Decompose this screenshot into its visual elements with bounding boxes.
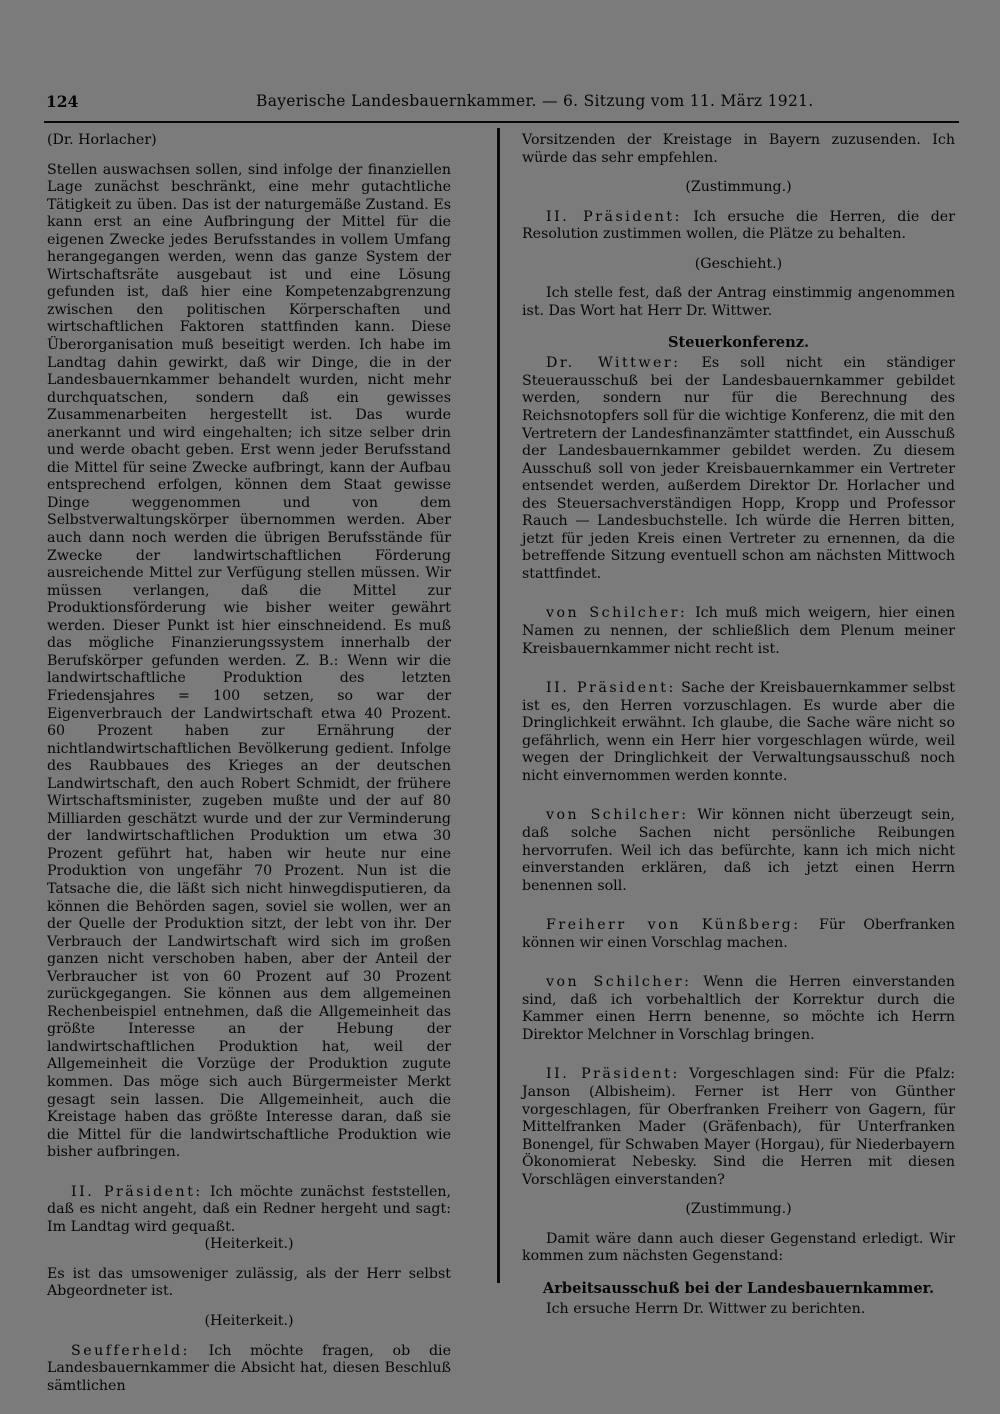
paragraph-text: Wir können nicht überzeugt sein, daß solche Sachen nicht persönliche Reibungen hervorrufen. Weil ich das befürchte, kann ich mich nicht einverstanden erklären, daß ich jetzt einen Herrn benennen soll. [522,807,955,894]
paragraph [522,1231,955,1266]
column-divider [497,128,500,1283]
paragraph-text: Sache der Kreisbauernkammer selbst ist es, den Herren vorzuschlagen. Es wurde aber die Dringlichkeit erwähnt. Ich glaube, die Sache wäre nicht so gefährlich, wenn ein Herr hier vorgeschlagen würde, weil wegen der Dringlichkeit der Verwaltungsausschuß noch nicht einvernommen werden konnte. [522,680,955,784]
paragraph-text: Stellen auswachsen sollen, sind infolge der finanziellen Lage zunächst beschränkt, eine mehr gutachtliche Tätigkeit zu üben. Das ist der naturgemäße Zustand. Es kann erst an eine Aufbringung der Mittel für die eigenen Zwecke jedes Berufsstandes in vollem Umfang herangegangen werden, wenn das ganze System der Wirtschaftsräte ausgebaut ist und eine Lösung gefunden ist, daß hier eine Kompetenzabgrenzung zwischen den politischen Körperschaften und wirtschaftlichen Faktoren stattfinden kann. Diese Überorganisation muß beseitigt werden. Ich habe im Landtag dahin gewirkt, daß wir Dinge, die in der Landesbauernkammer behandelt wurden, nicht mehr durchquatschen, sondern daß ein gewisses Zusammenarbeiten hergestellt ist. Das wurde anerkannt und wird eingehalten; ich sitze selber drin und werde obacht geben. Erst wenn jeder Berufsstand die Mittel für seine Zwecke aufbringt, kann der Aufbau entsprechend erfolgen, können dem Staat gewisse Dinge weggenommen und von dem Selbstverwaltungskörper übernommen werden. Aber auch dann noch werden die übrigen Berufsstände für Zwecke der landwirtschaftlichen Förderung ausreichende Mittel zur Verfügung stellen müssen. Wir müssen verlangen, daß die Mittel zur Produktionsförderung wie bisher weiter gewährt werden. Dieser Punkt ist hier einschneidend. Es muß das mögliche Finanzierungssystem innerhalb der Berufskörper gefunden werden. Z. B.: Wenn wir die landwirtschaftliche Produktion des letzten Friedensjahres = 100 setzen, so war der Eigenverbrauch der Landwirtschaft etwa 40 Prozent. 60 Prozent haben zur Ernährung der nichtlandwirtschaftlichen Bevölkerung gedient. Infolge des Raubbaues des Krieges an der deutschen Landwirtschaft, den auch Robert Schmidt, der frühere Wirtschaftsminister, zugeben mußte und der auf 80 Milliarden geschätzt wurde und der zur Verminderung der landwirtschaftlichen Produktion um etwa 30 Prozent geführt hat, haben wir heute nur eine Produktion von ungefähr 70 Prozent. Nun ist die Tatsache die, die läßt sich nicht hinwegdisputieren, da können die Behörden sagen, soviel sie wollen, wer an der Quelle der Produktion sitzt, der lebt von ihr. Der Verbrauch der Landwirtschaft wird sich im großen ganzen nicht verschoben haben, aber der Anteil der Verbraucher ist von 60 Prozent auf 30 Prozent zurückgegangen. Sie können aus dem allgemeinen Rechenbeispiel entnehmen, daß die Allgemeinheit das größte Interesse an der Hebung der landwirtschaftlichen Produktion hat, weil der Allgemeinheit die Vorzüge der Produktion zugute kommen. Das möge sich auch Bürgermeister Merkt gesagt sein lassen. Die Allgemeinheit, auch die Kreistage haben das größte Interesse daran, daß sie die Mittel für die landwirtschaftliche Produktion wie bisher aufbringen. [47,161,451,1161]
right-column [522,132,955,1318]
paragraph [47,162,451,1162]
speaker-name: Freiherr von Künßberg: [546,917,801,934]
paragraph-text: (Dr. Horlacher) [47,132,157,148]
left-column [47,132,451,1395]
speaker-name: II. Präsident: [546,208,682,225]
paragraph-text: Es soll nicht ein ständiger Steuerausschuß bei der Landesbauernkammer gebildet werden, sondern nur für die Berechnung des Reichsnotopfers soll für die wichtige Konferenz, die mit den Vertretern der Landesfinanzämter stattfindet, ein Ausschuß der Landesbauernkammer gebildet werden. Zu diesem Ausschuß soll von jeder Kreisbauernkammer ein Vertreter entsendet werden, außerdem Direktor Dr. Horlacher und des Steuersachverständigen Hopp, Kropp und Professor Rauch — Landesbuchstelle. Ich würde die Herren bitten, jetzt für jeden Kreis einen Vertreter zu ernennen, da die betreffende Sitzung eventuell schon am nächsten Mittwoch stattfindet. [522,355,955,582]
running-title: Bayerische Landesbauernkammer. — 6. Sitzung vom 11. März 1921. [256,92,814,110]
speaker-name: von Schilcher: [546,974,692,991]
paragraph-text: Wenn die Herren einverstanden sind, daß ich vorbehaltlich der Korrektur durch die Kammer einen Herrn benenne, so möchte ich Herrn Direktor Melchner in Vorschlag bringen. [522,974,955,1043]
paragraph [522,1301,955,1319]
speaker-name: von Schilcher: [546,807,689,824]
stage-direction [47,1313,451,1331]
paragraph [522,917,955,952]
paragraph [522,209,955,244]
header-rule [44,121,959,123]
paragraph-text: Ich ersuche die Herren, die der Resolution zustimmen wollen, die Plätze zu behalten. [522,208,955,243]
paragraph [47,1184,451,1237]
paragraph-text: Steuerkonferenz. [667,334,810,352]
paragraph [522,807,955,895]
page-header [46,92,956,118]
section-heading [522,334,955,351]
paragraph-text: Vorgeschlagen sind: Für die Pfalz: Janson (Albisheim). Ferner ist Herr von Günther vorgeschlagen, für Oberfranken Freiherr von Gagern, für Mittelfranken Mader (Gräfenbach), für Unterfranken Bonengel, für Schwaben Mayer (Horgau), für Niederbayern Ökonomierat Nebesky. Sind die Herren mit diesen Vorschlägen einverstanden? [522,1066,955,1188]
paragraph-text: Ich möchte zunächst feststellen, daß es nicht angeht, daß ein Redner hergeht und sagt: Im Landtag wird gequaßt. [47,1183,451,1235]
paragraph-text: Ich ersuche Herrn Dr. Wittwer zu berichten. [546,1300,866,1317]
paragraph-text: (Zustimmung.) [685,1201,792,1218]
paragraph-text: (Zustimmung.) [685,179,792,196]
paragraph-text: Damit wäre dann auch dieser Gegenstand erledigt. Wir kommen zum nächsten Gegenstand: [522,1230,955,1265]
speaker-name: von Schilcher: [546,605,688,622]
paragraph [47,132,451,150]
speaker-name: Seufferheld: [71,1342,190,1359]
paragraph [522,680,955,785]
paragraph [47,1343,451,1396]
paragraph [522,132,955,167]
paragraph-text: (Geschieht.) [694,255,783,272]
paragraph [522,605,955,658]
stage-direction [47,1236,451,1254]
speaker-name: II. Präsident: [546,1066,680,1083]
paragraph-text: Vorsitzenden der Kreistage in Bayern zuzusenden. Ich würde das sehr empfehlen. [522,132,955,166]
paragraph [522,355,955,583]
paragraph [522,974,955,1044]
stage-direction [522,256,955,274]
paragraph [522,1066,955,1189]
paragraph [522,285,955,320]
page-number: 124 [46,92,79,111]
paragraph-text: (Heiterkeit.) [204,1313,294,1329]
paragraph-text: Ich muß mich weigern, hier einen Namen zu nennen, der schließlich dem Plenum meiner Kreisbauernkammer nicht recht ist. [522,605,955,657]
paragraph-text: Es ist das umsoweniger zulässig, als der Herr selbst Abgeordneter ist. [47,1265,451,1300]
speaker-name: II. Präsident: [71,1183,203,1200]
stage-direction [522,179,955,197]
paragraph-text: Ich stelle fest, daß der Antrag einstimmig angenommen ist. Das Wort hat Herr Dr. Wittwer. [522,285,955,319]
paragraph [47,1266,451,1301]
paragraph-text: Für Oberfranken können wir einen Vorschlag machen. [522,917,955,951]
speaker-name: Dr. Wittwer: [546,355,681,372]
paragraph-text: Arbeitsausschuß bei der Landesbauernkammer. [542,1279,935,1297]
section-heading [522,1280,955,1297]
paragraph-text: Ich möchte fragen, ob die Landesbauernkammer die Absicht hat, diesen Beschluß sämtlichen [47,1342,451,1394]
stage-direction [522,1201,955,1219]
speaker-name: II. Präsident: [546,680,676,697]
paragraph-text: (Heiterkeit.) [204,1236,294,1253]
